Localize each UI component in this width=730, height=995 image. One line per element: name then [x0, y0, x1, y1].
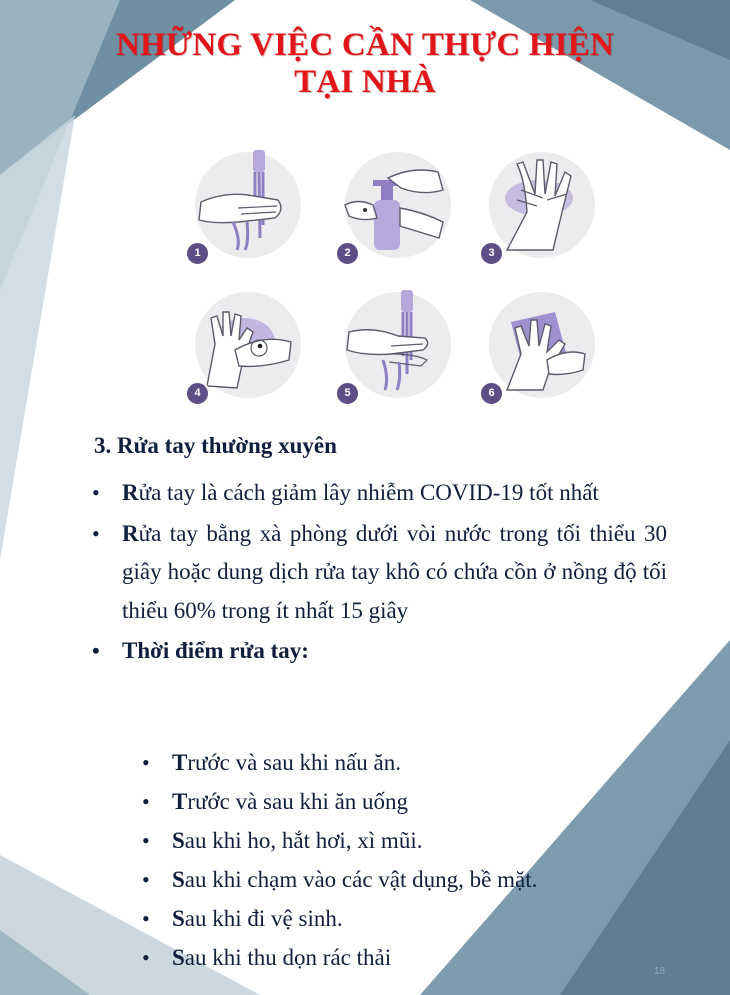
list-item: • Trước và sau khi nấu ăn.	[142, 743, 537, 782]
list-item: • Sau khi ho, hắt hơi, xì mũi.	[142, 821, 537, 860]
step-number-3: 3	[479, 241, 504, 266]
bullet-icon: •	[142, 750, 150, 775]
bullet-icon: •	[92, 480, 100, 505]
dry-hands-towel-icon	[487, 290, 597, 400]
soap-dispenser-icon	[343, 150, 453, 260]
step-number-5: 5	[335, 381, 360, 406]
hands-under-tap-icon	[193, 150, 303, 260]
list-item: • Thời điểm rửa tay:	[92, 632, 667, 671]
step-1	[193, 150, 303, 260]
main-bullet-list	[92, 474, 667, 673]
page-number: 18	[654, 966, 666, 977]
list-item: • Trước và sau khi ăn uống	[142, 782, 537, 821]
step-6	[487, 290, 597, 400]
step-number-1: 1	[185, 241, 210, 266]
list-item: • Rửa tay là cách giảm lây nhiễm COVID-19 tốt nhất	[92, 474, 667, 513]
step-4	[193, 290, 303, 400]
bullet-icon: •	[142, 945, 150, 970]
sub-bullet-list	[142, 743, 537, 977]
bullet-icon: •	[142, 906, 150, 931]
scrub-palms-icon	[193, 290, 303, 400]
step-2	[343, 150, 453, 260]
step-number-6: 6	[479, 381, 504, 406]
list-item: • Sau khi thu dọn rác thải	[142, 938, 537, 977]
bullet-icon: •	[92, 520, 100, 546]
page-title-line-1: NHỮNG VIỆC CẦN THỰC HIỆN	[115, 27, 614, 63]
step-3	[487, 150, 597, 260]
list-item: • Rửa tay bằng xà phòng dưới vòi nước trong tối thiểu 30 giây hoặc dung dịch rửa tay khô có chứa cồn ở nồng độ tối thiểu 60% trong ít nhất 15 giây	[92, 515, 667, 631]
step-number-4: 4	[185, 381, 210, 406]
list-item: • Sau khi chạm vào các vật dụng, bề mặt.	[142, 860, 537, 899]
step-number-2: 2	[335, 241, 360, 266]
bullet-icon: •	[92, 638, 100, 663]
bullet-icon: •	[142, 867, 150, 892]
interlaced-fingers-icon	[487, 150, 597, 260]
bullet-icon: •	[142, 828, 150, 853]
list-item: • Sau khi đi vệ sinh.	[142, 899, 537, 938]
page-title-line-2: TẠI NHÀ	[294, 64, 436, 100]
bullet-icon: •	[142, 789, 150, 814]
rinse-hands-icon	[343, 290, 453, 400]
section-title: 3. Rửa tay thường xuyên	[94, 433, 337, 458]
step-5	[343, 290, 453, 400]
